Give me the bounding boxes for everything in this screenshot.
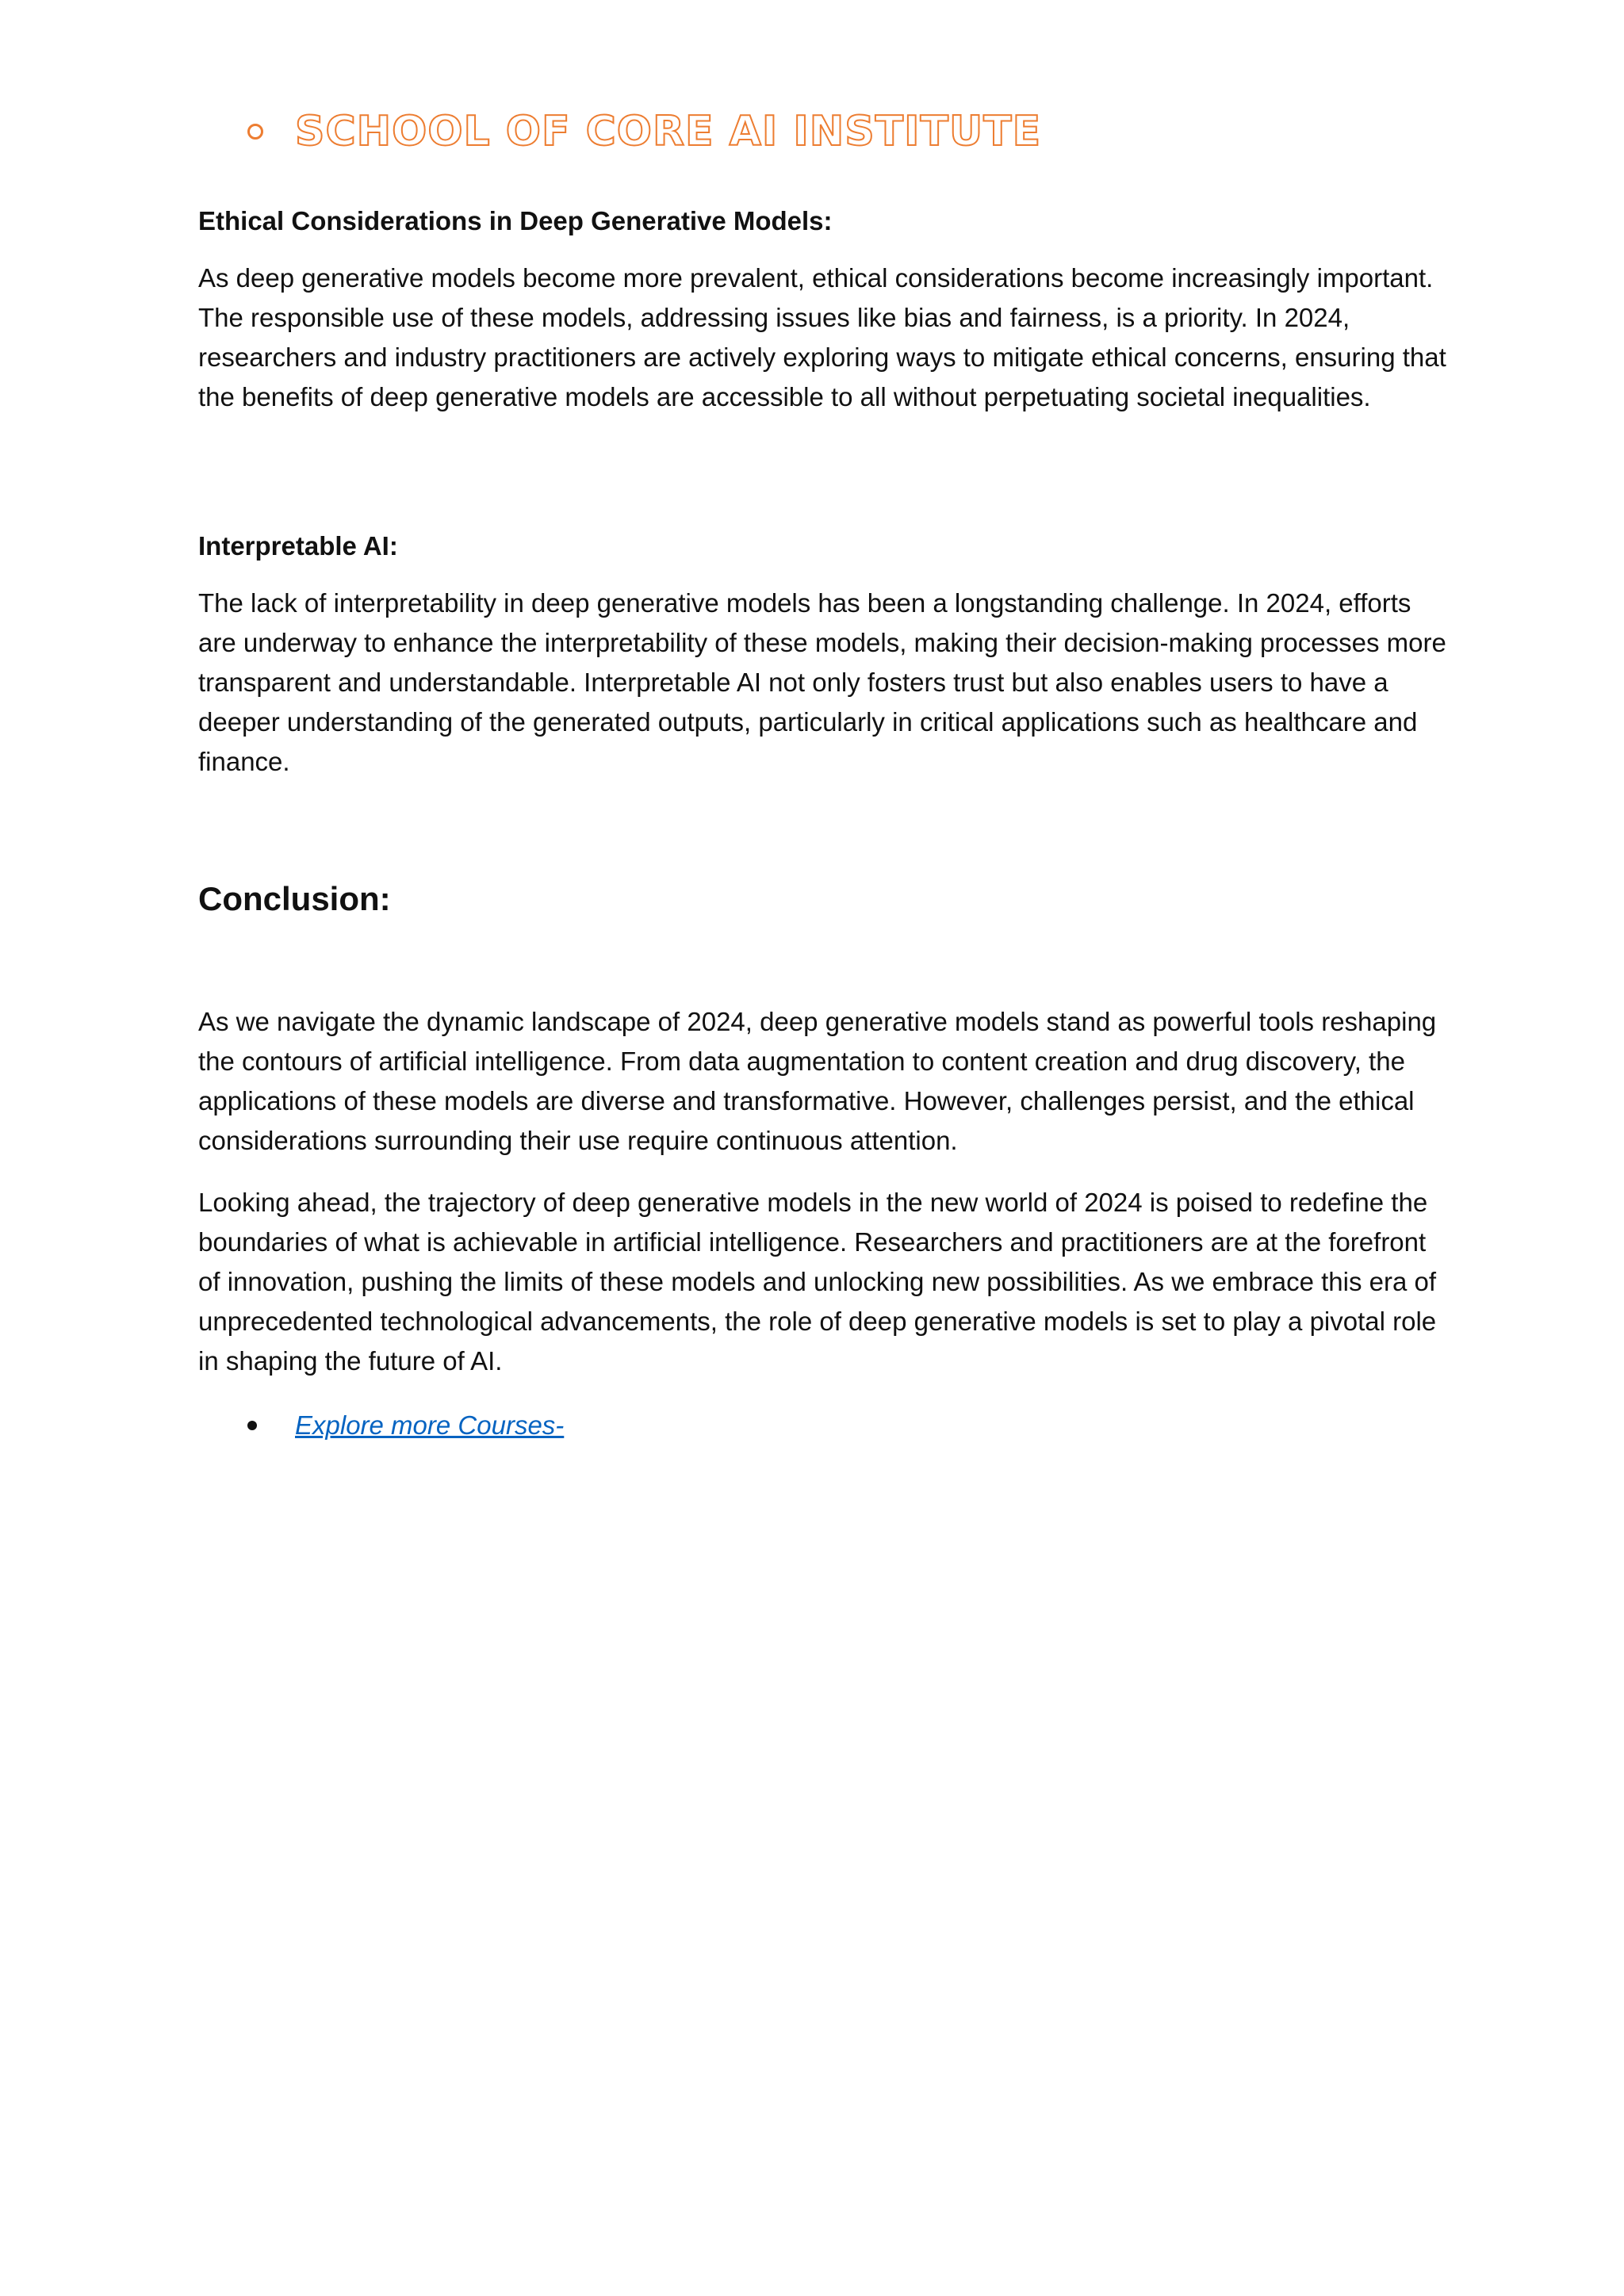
section-heading-interpretable: Interpretable AI: xyxy=(198,531,398,561)
link-list-item xyxy=(247,1403,1451,1448)
spacer xyxy=(198,804,1451,875)
paragraph-conclusion-2: Looking ahead, the trajectory of deep generative models in the new world of 2024 is poised to redefine the boundaries of what is achievable in artificial intelligence. Researchers and practitioners are at the forefront of innovation, pushing the limits of these models and unlocking new possibilities. As we embrace this era of unprecedented technological advancements, the role of deep generative models is set to play a pivotal role in shaping the future of AI. xyxy=(198,1188,1437,1376)
spacer xyxy=(198,439,1451,526)
filled-circle-bullet-icon xyxy=(247,1421,257,1430)
document-page xyxy=(198,95,1451,1448)
paragraph-ethical: As deep generative models become more prevalent, ethical considerations become increasingly important. The responsible use of these models, addressing issues like bias and fairness, is a priority. In 2024, researchers and industry practitioners are actively exploring ways to mitigate ethical concerns, ensuring that the benefits of deep generative models are accessible to all without perpetuating societal inequalities. xyxy=(198,263,1446,411)
section-ethical xyxy=(198,201,1451,417)
header-row xyxy=(247,95,1451,168)
institute-title: SCHOOL OF CORE AI INSTITUTE xyxy=(295,108,1042,155)
paragraph-conclusion-1: As we navigate the dynamic landscape of 2024, deep generative models stand as powerful tools reshaping the contours of artificial intelligence. From data augmentation to content creation and drug discovery, the applications of these models are diverse and transformative. However, challenges persist, and the ethical considerations surrounding their use require continuous attention. xyxy=(198,1007,1437,1155)
paragraph-interpretable: The lack of interpretability in deep generative models has been a longstanding challenge. In 2024, efforts are underway to enhance the interpretability of these models, making their decision-making processes more transparent and understandable. Interpretable AI not only fosters trust but also enables users to have a deeper understanding of the generated outputs, particularly in critical applications such as healthcare and finance. xyxy=(198,588,1446,776)
section-conclusion xyxy=(198,875,1451,1381)
spacer xyxy=(198,923,1451,1002)
section-interpretable xyxy=(198,526,1451,782)
section-heading-ethical: Ethical Considerations in Deep Generative Models: xyxy=(198,206,833,235)
explore-courses-link[interactable]: Explore more Courses- xyxy=(295,1410,565,1440)
conclusion-heading: Conclusion: xyxy=(198,880,391,917)
hollow-circle-bullet-icon xyxy=(247,124,263,140)
